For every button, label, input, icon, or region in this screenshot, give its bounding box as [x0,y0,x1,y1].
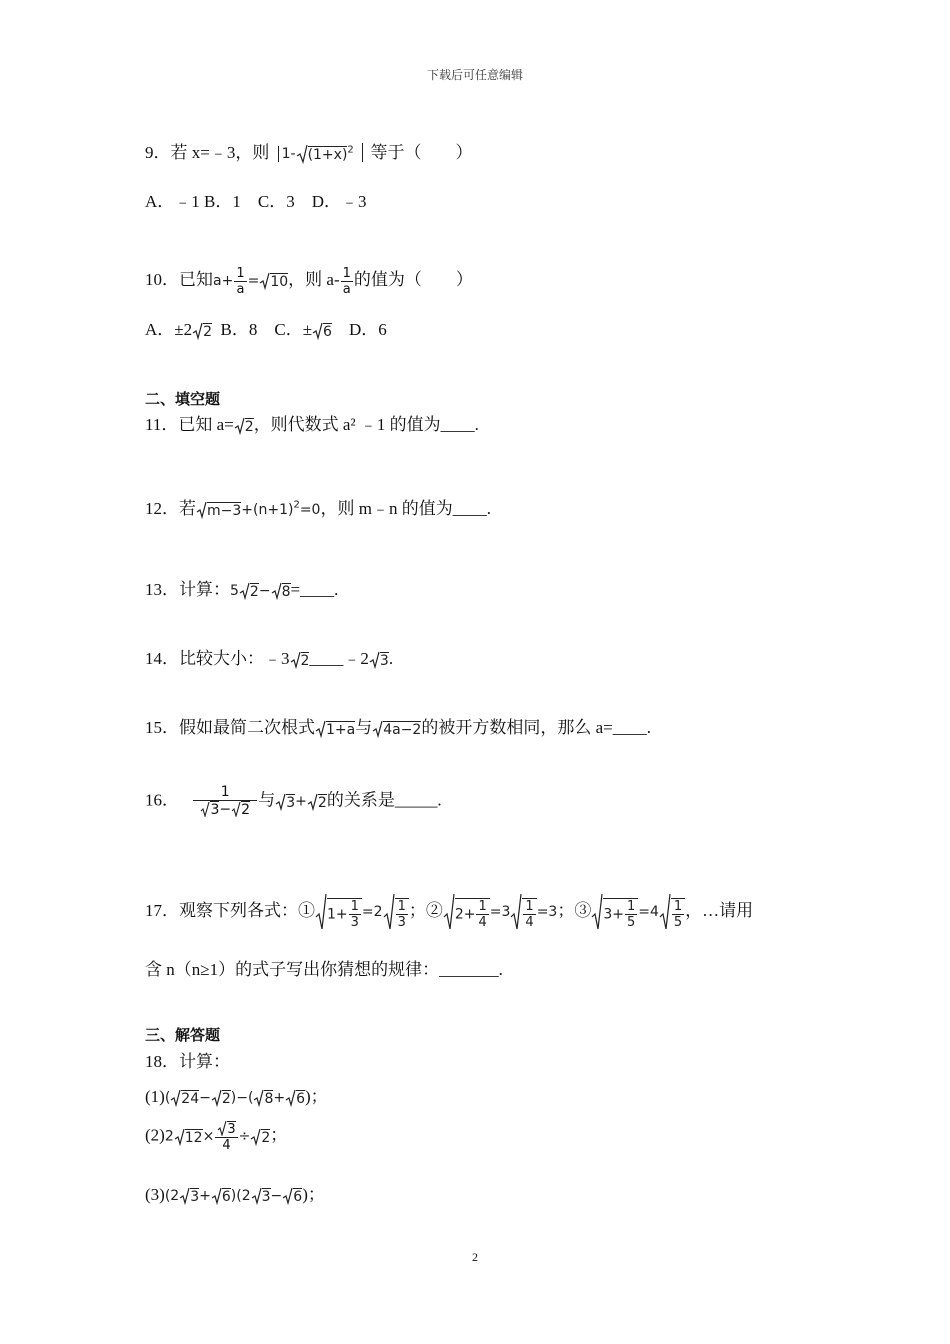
question-16: 16． $\frac{1}{3- 2}$ 与 3+ 2的关系是_____. [145,784,442,818]
q18p1-radical-1: 24 [170,1089,199,1107]
question-15: 15．假如最简二次根式 1+a与 4a−2的被开方数相同，那么 a=____. [145,718,651,739]
q17-item3-lhs: 3+ $\frac{1}{5}$ [591,893,638,931]
q10-options: A．±2 2 B．8 C．± 6 D．6 [145,320,387,341]
q10-opt-a-radical: 2 [192,322,212,340]
q9-options: A．﹣1 B．1 C．3 D．﹣3 [145,192,367,211]
q18-part-1: (1)( 24− 2)−( 8+ 6)； [145,1087,328,1108]
q17-item1-rhs: $\frac{1}{3}$ [383,893,409,931]
q18p3-radical-1: 3 [179,1187,199,1205]
q13-radical-1: 2 [239,582,259,600]
q18p3-radical-4: 6 [282,1187,302,1205]
q18p3-radical-2: 6 [211,1187,231,1205]
q16-radical-2: 2 [307,793,327,811]
q15-radical-2: 4a−2 [372,720,421,738]
q18p1-radical-3: 8 [253,1089,273,1107]
question-13: 13．计算：5 2− 8=____. [145,580,339,601]
question-9 [145,138,473,164]
q16-fraction: $\frac{1}{3- 2}$ [193,785,257,818]
q17-item2-rhs: $\frac{1}{4}$ [510,893,536,931]
q9-abs-expression: 1- $(1+x)^2$ [278,146,359,162]
q17-item2-lhs: 2+ $\frac{1}{4}$ [443,893,490,931]
q9-prefix: 9．若 x=﹣3，则 [145,143,270,162]
question-12: 12．若 $m-3+(n+1)^2=0$，则 m﹣n 的值为____. [145,499,491,520]
q17-item3-rhs: $\frac{1}{5}$ [659,893,685,931]
q18p1-radical-4: 6 [285,1089,305,1107]
q17-line2: 含 n（n≥1）的式子写出你猜想的规律：_______. [145,960,503,979]
section-3-heading: 三、解答题 [145,1027,221,1044]
q9-suffix: 等于（ ） [370,143,473,162]
q14-radical-2: 3 [369,651,389,669]
q10-fraction-2: $\frac{1}{a}$ [342,265,351,297]
page-number: 2 [472,1250,478,1264]
q18p2-fraction: $\frac{3}{4}$ [215,1120,237,1153]
q18p2-radical-2: 2 [250,1128,270,1146]
q16-radical-1: 3 [275,793,295,811]
q10-opt-c-radical: 6 [312,322,332,340]
q18p2-radical-1: 12 [174,1128,203,1146]
q18p3-radical-3: 3 [251,1187,271,1205]
q13-radical-2: 8 [271,582,291,600]
page-header: 下载后可任意编辑 [426,68,523,82]
q11-radical: 2 [234,417,254,435]
question-17: 17．观察下列各式：① 1+ $\frac{1}{3}$ =2 $\frac{1}{3}$ ；② 2+ $\frac{1}{4}$ =3 $\frac{1}{4}$ =3；③ 3+ $\frac{1}{5}$ =4 $\frac{1}{5}$ ，…请用 [145,893,753,931]
q18-part-3: (3)(2 3+ 6)(2 3− 6)； [145,1185,325,1206]
question-10: 10．已知a+ $\frac{1}{a}$ = 10，则 a- $\frac{1}{a}$ 的值为（ ） [145,265,473,297]
question-11: 11．已知 a= 2，则代数式 a² ﹣1 的值为____. [145,415,479,436]
q14-radical-1: 2 [290,651,310,669]
q18-title: 18．计算： [145,1052,230,1071]
q17-item1-lhs: 1+ $\frac{1}{3}$ [315,893,362,931]
q18-part-2: (2)2 12× $\frac{3}{4}$ ÷ 2； [145,1122,288,1153]
q18p1-radical-2: 2 [211,1089,231,1107]
q15-radical-1: 1+a [315,720,355,738]
q9-radical: (1+x) [296,144,348,164]
q10-fraction: $\frac{1}{a}$ [236,265,245,297]
q10-radical: 10 [259,272,288,290]
question-14: 14．比较大小：﹣3 2____﹣2 3. [145,649,394,670]
q12-radical: m−3 [196,501,241,519]
section-2-heading: 二、填空题 [145,391,221,408]
